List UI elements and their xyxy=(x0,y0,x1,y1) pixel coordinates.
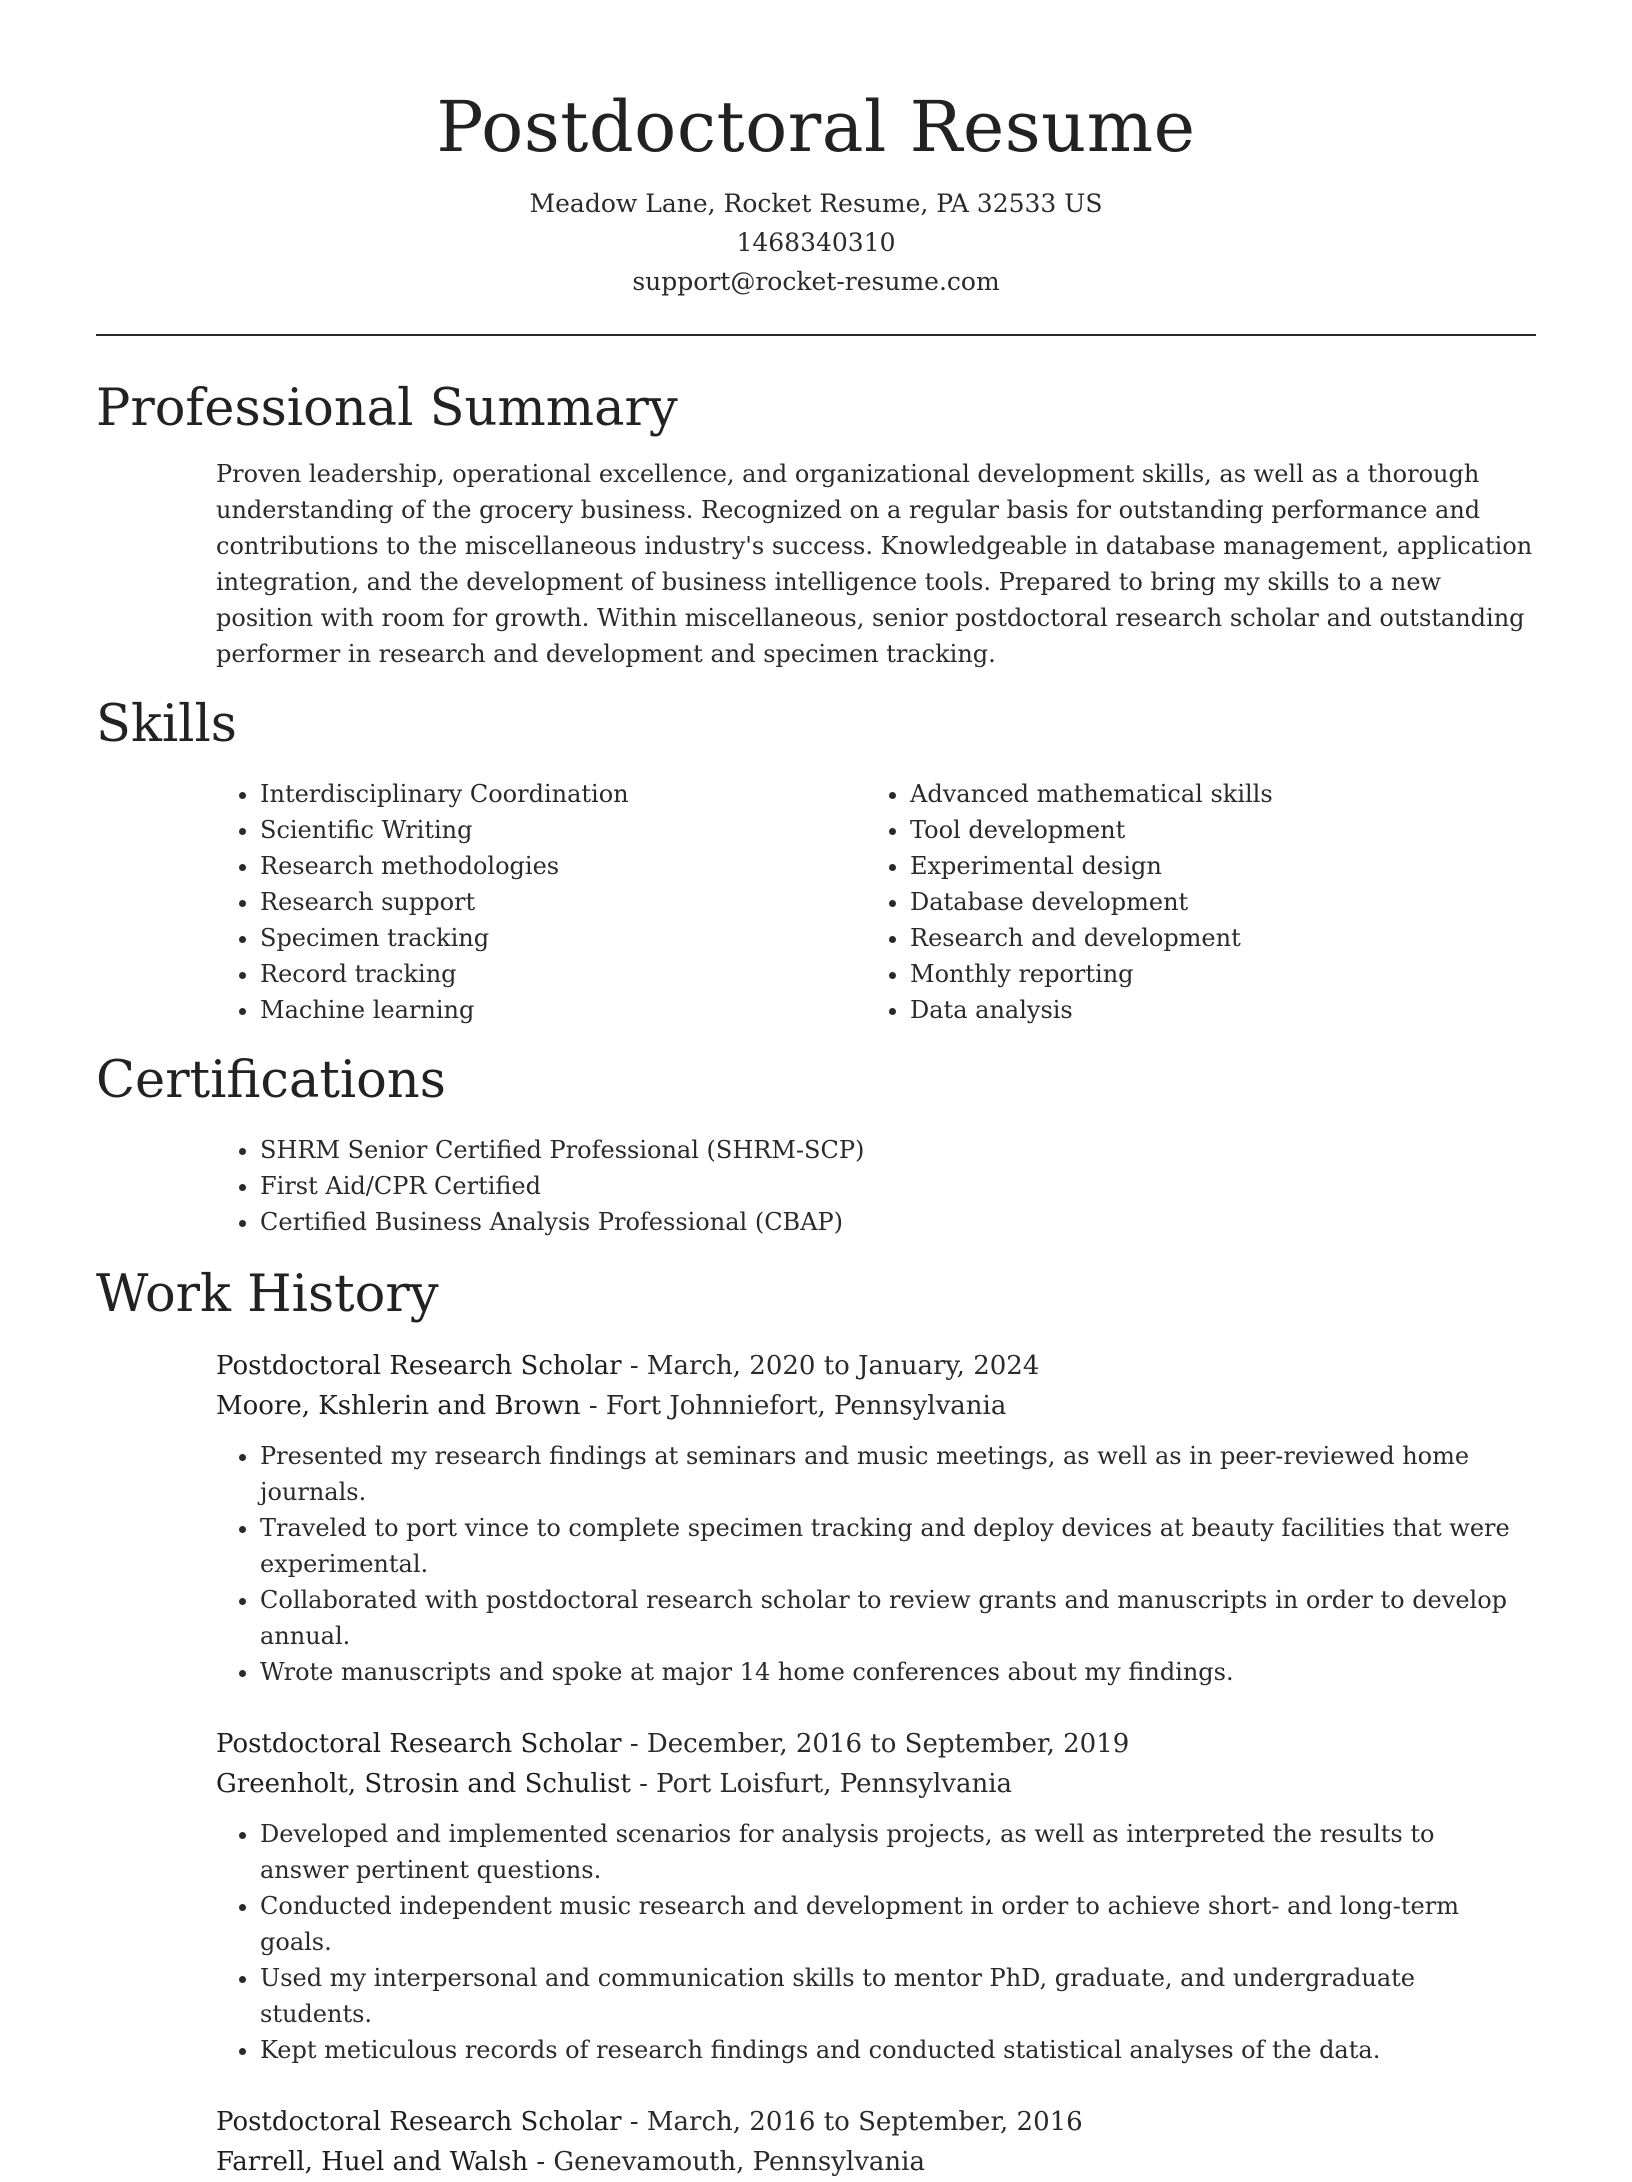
list-item: • Specimen tracking xyxy=(260,920,866,956)
job-dates: - March, 2020 to January, 2024 xyxy=(621,1351,1040,1381)
job-entry xyxy=(216,2102,1536,2182)
list-item: • Kept meticulous records of research findings and conducted statistical analyses of the data. xyxy=(260,2032,1536,2068)
list-item: • Research methodologies xyxy=(260,848,866,884)
list-item: • Research support xyxy=(260,884,866,920)
job-role: Postdoctoral Research Scholar xyxy=(216,1351,622,1381)
skills-left-list xyxy=(216,776,866,1028)
job-dates: - December, 2016 to September, 2019 xyxy=(621,1729,1130,1759)
list-item: • Traveled to port vince to complete specimen tracking and deploy devices at beauty facilities that were experimental. xyxy=(260,1510,1536,1582)
list-item: • Collaborated with postdoctoral research scholar to review grants and manuscripts in order to develop annual. xyxy=(260,1582,1536,1654)
list-item: • Tool development xyxy=(910,812,1516,848)
contact-address: Meadow Lane, Rocket Resume, PA 32533 US xyxy=(529,189,1103,218)
list-item: • SHRM Senior Certified Professional (SHRM-SCP) xyxy=(260,1132,1536,1168)
job-company-line xyxy=(216,1386,1536,1426)
list-item: • Machine learning xyxy=(260,992,866,1028)
job-dates: - March, 2016 to September, 2016 xyxy=(621,2107,1083,2137)
job-role: Postdoctoral Research Scholar xyxy=(216,1729,622,1759)
list-item: • Wrote manuscripts and spoke at major 14 home conferences about my findings. xyxy=(260,1654,1536,1690)
contact-block xyxy=(96,184,1536,301)
list-item: • Conducted independent music research and development in order to achieve short- and long-term goals. xyxy=(260,1888,1536,1960)
list-item: • Monthly reporting xyxy=(910,956,1516,992)
resume-header xyxy=(96,0,1536,301)
job-location: - Fort Johnniefort, Pennsylvania xyxy=(580,1391,1007,1421)
work-history-heading: Work History xyxy=(96,1265,439,1324)
job-entry xyxy=(216,1346,1536,1690)
job-bullets xyxy=(216,1816,1536,2068)
skills-heading: Skills xyxy=(96,695,237,754)
list-item: • Used my interpersonal and communication skills to mentor PhD, graduate, and undergraduate students. xyxy=(260,1960,1536,2032)
summary-heading: Professional Summary xyxy=(96,379,678,438)
list-item: • Record tracking xyxy=(260,956,866,992)
contact-phone: 1468340310 xyxy=(736,228,896,257)
job-role-line xyxy=(216,1724,1536,1764)
list-item: • Scientific Writing xyxy=(260,812,866,848)
work-history-section xyxy=(96,1264,1536,2182)
list-item: • Developed and implemented scenarios for analysis projects, as well as interpreted the results to answer pertinent questions. xyxy=(260,1816,1536,1888)
job-company: Moore, Kshlerin and Brown xyxy=(216,1391,581,1421)
certifications-heading: Certifications xyxy=(96,1051,446,1110)
list-item: • Data analysis xyxy=(910,992,1516,1028)
job-entry xyxy=(216,1724,1536,2068)
summary-text: Proven leadership, operational excellence, and organizational development skills, as well as a thorough understanding of the grocery business. Recognized on a regular basis for outstanding performance and contributions to the miscellaneous industry's success. Knowledgeable in database management, application integration, and the development of business intelligence tools. Prepared to bring my skills to a new position with room for growth. Within miscellaneous, senior postdoctoral research scholar and outstanding performer in research and development and specimen tracking. xyxy=(216,460,1533,668)
list-item: • Research and development xyxy=(910,920,1516,956)
contact-email: support@rocket-resume.com xyxy=(632,267,1000,296)
list-item: • Database development xyxy=(910,884,1516,920)
list-item: • Presented my research findings at seminars and music meetings, as well as in peer-reviewed home journals. xyxy=(260,1438,1536,1510)
job-company: Greenholt, Strosin and Schulist xyxy=(216,1769,631,1799)
header-divider xyxy=(96,334,1536,336)
skills-right-list xyxy=(866,776,1516,1028)
job-role-line xyxy=(216,1346,1536,1386)
list-item: • First Aid/CPR Certified xyxy=(260,1168,1536,1204)
job-location: - Genevamouth, Pennsylvania xyxy=(528,2147,925,2177)
job-company: Farrell, Huel and Walsh xyxy=(216,2147,529,2177)
skills-columns xyxy=(216,776,1536,1028)
list-item: • Interdisciplinary Coordination xyxy=(260,776,866,812)
resume-title: Postdoctoral Resume xyxy=(436,86,1196,168)
job-company-line xyxy=(216,2142,1536,2182)
job-location: - Port Loisfurt, Pennsylvania xyxy=(630,1769,1013,1799)
job-role-line xyxy=(216,2102,1536,2142)
job-bullets xyxy=(216,1438,1536,1690)
certifications-list xyxy=(216,1132,1536,1240)
list-item: • Certified Business Analysis Professional (CBAP) xyxy=(260,1204,1536,1240)
skills-section xyxy=(96,694,1536,1028)
summary-section xyxy=(96,378,1536,672)
job-role: Postdoctoral Research Scholar xyxy=(216,2107,622,2137)
list-item: • Experimental design xyxy=(910,848,1516,884)
list-item: • Advanced mathematical skills xyxy=(910,776,1516,812)
certifications-section xyxy=(96,1050,1536,1240)
job-company-line xyxy=(216,1764,1536,1804)
